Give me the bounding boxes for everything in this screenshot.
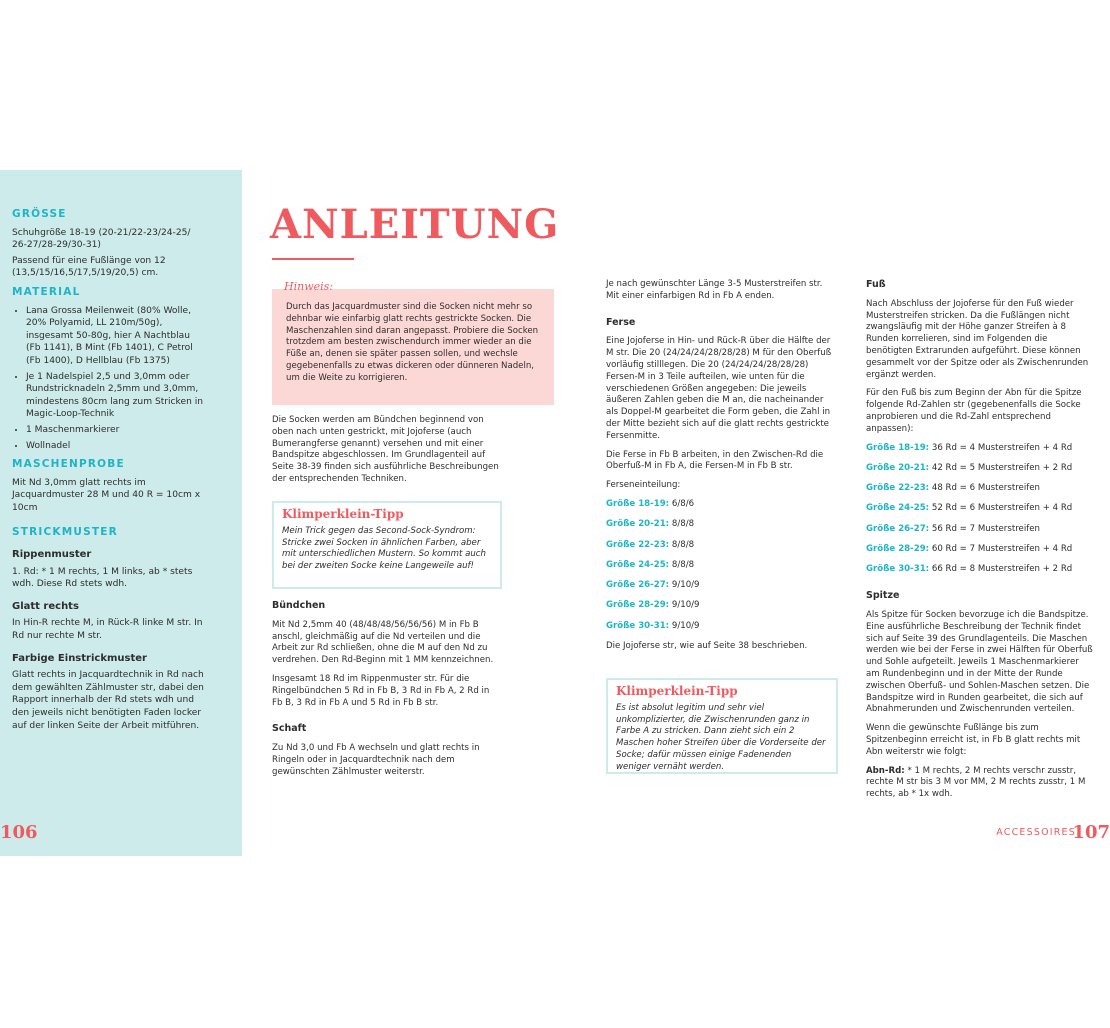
hinweis-text: Durch das Jacquardmuster sind die Socken nicht mehr so dehnbar wie einfarbig glatt rechts gestrickte Socken. Die Maschenzahlen sind daran angepasst. Probiere die Socken trotzdem am besten zwischendurch immer wieder an die Füße an, denen sie später passen sollen, und wechsle gegebenenfalls zu etwas dickeren oder dünneren Nadeln, um die Weite zu korrigieren. [286,302,539,383]
sidebar-info-panel [0,170,242,856]
abn-rd-text: * 1 M rechts, 2 M rechts verschr zusstr, rechte M str bis 3 M vor MM, 2 M rechts zusstr, 1 M rechts, ab * 1x wdh. [866,765,1086,800]
abn-rd-label: Abn-Rd: [866,765,905,776]
buendchen-heading: Bündchen [272,600,326,611]
size-label: Größe 24-25: [606,559,670,570]
size-label: Größe 26-27: [866,523,930,534]
column-left [272,415,500,493]
column-middle [606,279,834,660]
material-item: • Lana Grossa Meilenweit (80% Wolle, 20% Polyamid, LL 210m/50g), insgesamt 50-80g, hier A Nachtblau (Fb 1141), B Mint (Fb 1401), C Petrol (Fb 1400), D Hellblau (Fb 1375) [26,305,204,368]
size-value: 52 Rd = 6 Musterstreifen + 4 Rd [931,503,1073,514]
spitze-text-2: Wenn die gewünschte Fußlänge bis zum Spitzenbeginn erreicht ist, in Fb B glatt rechts mit Abn weiterstr wie folgt: [866,723,1081,757]
section-label: ACCESSOIRES [996,827,1076,838]
tip-text: Mein Trick gegen das Second-Sock-Syndrom: Stricke zwei Socken in ähnlichen Farben, aber mit unterschiedlichen Mustern. So kommt auch bei der zweiten Socke keine Langeweile auf! [282,525,486,572]
size-label: Größe 18-19: [866,442,930,453]
glatt-rechts-heading: Glatt rechts [12,600,79,612]
column-right [866,279,1094,808]
fuss-heading: Fuß [866,279,886,290]
groesse-text-1: Schuhgröße 18-19 (20-21/22-23/24-25/ 26-27/28-29/30-31) [12,227,191,251]
size-row [606,519,834,531]
ferse-heading: Ferse [606,316,636,328]
farbige-einstrickmuster-heading: Farbige Einstrickmuster [12,652,147,664]
material-item: • Je 1 Nadelspiel 2,5 und 3,0mm oder Rundstricknadeln 2,5mm und 3,0mm, mindestens 80cm lang zum Stricken in Magic-Loop-Technik [26,371,204,421]
tip-title: Klimperklein-Tipp [282,507,404,521]
column-left-lower [272,600,500,786]
intro-text: Die Socken werden am Bündchen beginnend von oben nach unten gestrickt, mit Jojoferse (auch Bumerangferse genannt) versehen und mit einer Bandspitze abgeschlossen. Im Grundlagenteil auf Seite 38-39 finden sich ausführliche Beschreibungen der entsprechenden Techniken. [272,415,499,484]
tip-text: Es ist absolut legitim und sehr viel unkomplizierter, die Zwischenrunden ganz in Farbe A zu stricken. Dann zieht sich ein 2 Maschen hoher Streifen über die Vorderseite der Socke; dafür müssen einige Fadenenden weniger vernäht werden. [616,702,826,772]
maschenprobe-text: Mit Nd 3,0mm glatt rechts im Jacquardmuster 28 M und 40 R = 10cm x 10cm [12,477,201,513]
size-value: 9/10/9 [671,620,700,631]
material-heading: MATERIAL [12,285,81,298]
rippenmuster-text: 1. Rd: * 1 M rechts, 1 M links, ab * stets wdh. Diese Rd stets wdh. [12,566,193,590]
jojoferse-note: Die Jojoferse str, wie auf Seite 38 beschrieben. [606,641,808,652]
hinweis-box [272,289,554,405]
title-underline [272,258,354,260]
groesse-text-2: Passend für eine Fußlänge von 12 (13,5/15/16,5/17,5/19/20,5) cm. [12,255,166,279]
size-row [866,443,1094,455]
size-row [606,540,834,552]
glatt-rechts-text: In Hin-R rechte M, in Rück-R linke M str. In Rd nur rechte M str. [12,618,203,642]
size-label: Größe 20-21: [606,519,670,530]
size-value: 8/8/8 [671,519,695,530]
size-label: Größe 28-29: [606,600,670,611]
material-list [12,305,204,453]
size-row [606,600,834,612]
rippenmuster-heading: Rippenmuster [12,549,92,561]
intro-length-text: Je nach gewünschter Länge 3-5 Musterstreifen str. Mit einer einfarbigen Rd in Fb A enden. [606,279,823,301]
size-value: 36 Rd = 4 Musterstreifen + 4 Rd [931,442,1073,453]
size-row [606,580,834,592]
schaft-text: Zu Nd 3,0 und Fb A wechseln und glatt rechts in Ringeln oder in Jacquardtechnik nach dem gewünschten Zählmuster weiterstr. [272,743,480,777]
size-value: 60 Rd = 7 Musterstreifen + 4 Rd [931,544,1073,555]
fuss-text-2: Für den Fuß bis zum Beginn der Abn für die Spitze folgende Rd-Zahlen str (gegebenenfalls die Socke anprobieren und die Rd-Zahl entsprechend anpassen): [866,388,1082,434]
size-label: Größe 30-31: [866,564,930,575]
size-label: Größe 30-31: [606,620,670,631]
size-label: Größe 22-23: [606,539,670,550]
buendchen-text-1: Mit Nd 2,5mm 40 (48/48/48/56/56/56) M in Fb B anschl, gleichmäßig auf die Nd verteilen und die Arbeit zur Rd schließen, ohne die M auf den Nd zu verdrehen. Den Rd-Beginn mit 1 MM kennzeichnen. [272,619,494,666]
hinweis-label: Hinweis: [284,280,333,293]
page-number-right: 107 [1072,822,1110,843]
size-value: 56 Rd = 7 Musterstreifen [931,523,1040,534]
size-value: 66 Rd = 8 Musterstreifen + 2 Rd [931,564,1073,575]
material-item: • 1 Maschenmarkierer [26,424,204,437]
size-label: Größe 20-21: [866,462,930,473]
size-row [606,499,834,511]
ferse-text-2: Die Ferse in Fb B arbeiten, in den Zwischen-Rd die Oberfuß-M in Fb A, die Fersen-M in Fb B str. [606,449,824,472]
size-row [866,503,1094,515]
size-value: 9/10/9 [671,580,700,591]
size-value: 8/8/8 [671,559,695,570]
fuss-text-1: Nach Abschluss der Jojoferse für den Fuß wieder Musterstreifen stricken. Da die Fußlängen nicht zwangsläufig mit der Höhe ganzer Streifen à 8 Runden korrelieren, sind im Folgenden die benötigten Extrarunden aufgeführt. Diese können gesammelt vor der Spitze oder als Zwischenrunden ergänzt werden. [866,298,1089,380]
farbige-einstrickmuster-text: Glatt rechts in Jacquardtechnik in Rd nach dem gewählten Zählmuster str, dabei den Rapport innerhalb der Rd stets wdh und den jeweils nicht benötigten Faden locker auf der linken Seite der Arbeit mitführen. [12,670,204,731]
tip-box-2 [606,678,838,774]
size-row [866,544,1094,556]
ferseneinteilung-label: Ferseneinteilung: [606,480,681,491]
groesse-heading: GRÖSSE [12,208,67,220]
size-row [866,463,1094,475]
size-row [866,564,1094,576]
page-number-left: 106 [0,822,38,843]
size-label: Größe 22-23: [866,483,930,494]
size-value: 9/10/9 [671,600,700,611]
maschenprobe-heading: MASCHENPROBE [12,458,125,471]
size-value: 8/8/8 [671,539,695,550]
material-item: • Wollnadel [26,440,204,453]
spitze-text-1: Als Spitze für Socken bevorzuge ich die Bandspitze. Eine ausführliche Beschreibung der Technik findet sich auf Seite 39 des Grundlagenteils. Die Maschen werden wie bei der Ferse in zwei Hälften für Oberfuß und Sohle aufgeteilt. Jeweils 1 Maschenmarkierer am Rundenbeginn und in der Mitte der Runde zwischen Oberfuß- und Sohlen-Maschen setzen. Die Bandspitze wird in Runden gearbeitet, die sich auf Abnahmerunden und Zwischenrunden verteilen. [866,609,1093,715]
tip-box-1 [272,501,502,589]
size-row [606,621,834,633]
size-value: 48 Rd = 6 Musterstreifen [931,483,1040,494]
sidebar-content [12,208,204,735]
strickmuster-heading: STRICKMUSTER [12,526,118,539]
schaft-heading: Schaft [272,723,307,735]
size-row [866,483,1094,495]
tip-title: Klimperklein-Tipp [616,684,738,698]
size-row [866,524,1094,536]
size-label: Größe 28-29: [866,544,930,555]
abn-rd-row [866,766,1094,801]
buendchen-text-2: Insgesamt 18 Rd im Rippenmuster str. Für die Ringelbündchen 5 Rd in Fb B, 3 Rd in Fb A, 2 Rd in Fb B, 3 Rd in Fb A und 5 Rd in Fb B str. [272,673,490,708]
size-label: Größe 24-25: [866,503,930,514]
size-label: Größe 26-27: [606,580,670,591]
spitze-heading: Spitze [866,590,900,602]
size-value: 6/8/6 [671,498,695,509]
page-title: ANLEITUNG [270,201,560,248]
size-value: 42 Rd = 5 Musterstreifen + 2 Rd [931,462,1073,473]
size-row [606,560,834,572]
ferse-text-1: Eine Jojoferse in Hin- und Rück-R über die Hälfte der M str. Die 20 (24/24/24/28/28/28) M für den Oberfuß vorläufig stilllegen. Die 20 (24/24/24/28/28/28) Fersen-M in 3 Teile aufteilen, wie unten für die verschiedenen Größen angegeben: Die jeweils äußeren Zahlen geben die M an, die nacheinander als Doppel-M gearbeitet die Form geben, die Zahl in der Mitte bezieht sich auf die glatt rechts gestrickte Fersenmitte. [606,336,832,441]
size-label: Größe 18-19: [606,498,670,509]
